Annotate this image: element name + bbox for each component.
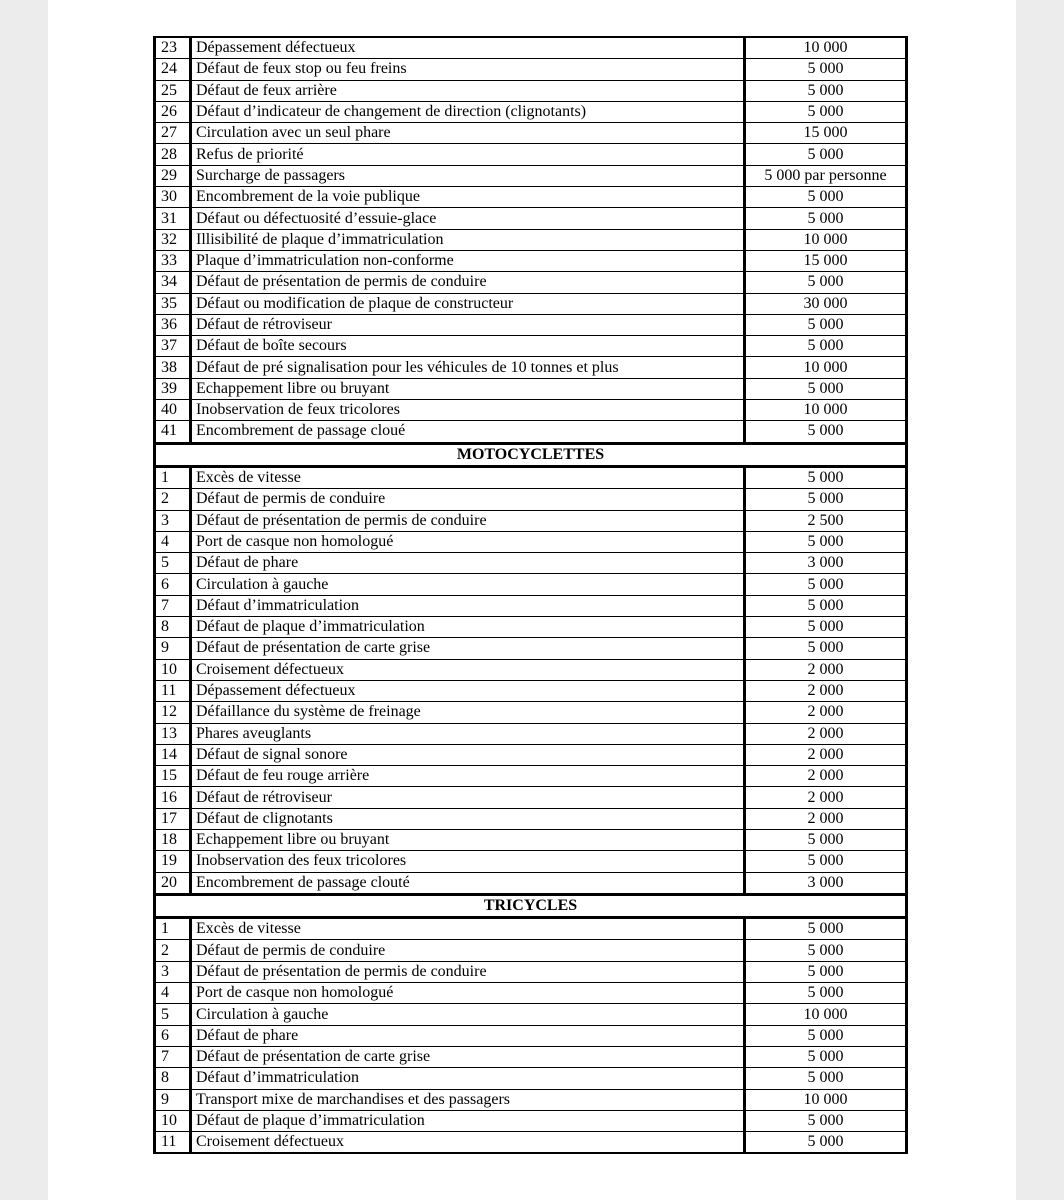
section-header-row (155, 443, 907, 466)
fine-amount: 5 000 (745, 638, 907, 659)
fine-amount: 5 000 (745, 1110, 907, 1131)
table-row (155, 595, 907, 616)
offense-label: Défaut d’immatriculation (191, 1068, 745, 1089)
fine-amount: 5 000 (745, 144, 907, 165)
table-row (155, 829, 907, 850)
table-row (155, 918, 907, 940)
row-number: 18 (155, 829, 191, 850)
row-number: 30 (155, 187, 191, 208)
table-row (155, 766, 907, 787)
offense-label: Défaillance du système de freinage (191, 702, 745, 723)
fine-amount: 2 000 (745, 702, 907, 723)
fine-amount: 2 000 (745, 659, 907, 680)
table-row (155, 940, 907, 961)
fine-amount: 5 000 (745, 59, 907, 80)
row-number: 8 (155, 617, 191, 638)
table-row (155, 1004, 907, 1025)
row-number: 14 (155, 744, 191, 765)
fine-amount: 5 000 (745, 378, 907, 399)
offense-label: Inobservation de feux tricolores (191, 400, 745, 421)
fine-amount: 5 000 (745, 314, 907, 335)
row-number: 6 (155, 574, 191, 595)
row-number: 11 (155, 1132, 191, 1154)
offense-label: Défaut de signal sonore (191, 744, 745, 765)
offense-label: Défaut de rétroviseur (191, 787, 745, 808)
table-row (155, 787, 907, 808)
offense-label: Surcharge de passagers (191, 165, 745, 186)
offense-label: Défaut ou défectuosité d’essuie-glace (191, 208, 745, 229)
offense-label: Défaut de rétroviseur (191, 314, 745, 335)
table-row (155, 702, 907, 723)
table-row (155, 144, 907, 165)
table-row (155, 400, 907, 421)
table-row (155, 531, 907, 552)
fine-amount: 5 000 (745, 336, 907, 357)
row-number: 31 (155, 208, 191, 229)
fine-amount: 5 000 (745, 101, 907, 122)
section-title: TRICYCLES (155, 894, 907, 917)
row-number: 1 (155, 466, 191, 488)
table-row (155, 80, 907, 101)
row-number: 28 (155, 144, 191, 165)
fine-amount: 5 000 (745, 208, 907, 229)
offense-label: Port de casque non homologué (191, 531, 745, 552)
fine-amount: 5 000 (745, 851, 907, 872)
table-row (155, 272, 907, 293)
row-number: 11 (155, 680, 191, 701)
fine-amount: 5 000 par personne (745, 165, 907, 186)
row-number: 33 (155, 250, 191, 271)
row-number: 32 (155, 229, 191, 250)
fine-amount: 30 000 (745, 293, 907, 314)
table-row (155, 293, 907, 314)
fine-amount: 3 000 (745, 872, 907, 894)
offense-label: Port de casque non homologué (191, 983, 745, 1004)
offense-label: Défaut de pré signalisation pour les véhicules de 10 tonnes et plus (191, 357, 745, 378)
row-number: 29 (155, 165, 191, 186)
table-row (155, 851, 907, 872)
row-number: 38 (155, 357, 191, 378)
row-number: 3 (155, 961, 191, 982)
fine-amount: 2 000 (745, 766, 907, 787)
table-row (155, 336, 907, 357)
fine-amount: 10 000 (745, 229, 907, 250)
table-row (155, 59, 907, 80)
fine-amount: 5 000 (745, 272, 907, 293)
row-number: 25 (155, 80, 191, 101)
offense-label: Défaut de présentation de carte grise (191, 638, 745, 659)
fine-amount: 5 000 (745, 829, 907, 850)
offense-label: Circulation avec un seul phare (191, 123, 745, 144)
fine-amount: 10 000 (745, 400, 907, 421)
table-row (155, 1025, 907, 1046)
row-number: 6 (155, 1025, 191, 1046)
fine-amount: 5 000 (745, 617, 907, 638)
table-row (155, 357, 907, 378)
fine-amount: 10 000 (745, 1089, 907, 1110)
offense-label: Défaut de permis de conduire (191, 940, 745, 961)
row-number: 27 (155, 123, 191, 144)
offense-label: Dépassement défectueux (191, 37, 745, 59)
offense-label: Défaut de plaque d’immatriculation (191, 617, 745, 638)
fine-amount: 5 000 (745, 1132, 907, 1154)
table-row (155, 187, 907, 208)
row-number: 35 (155, 293, 191, 314)
row-number: 12 (155, 702, 191, 723)
offense-label: Défaut d’immatriculation (191, 595, 745, 616)
row-number: 7 (155, 595, 191, 616)
document-page (48, 0, 1016, 1200)
table-row (155, 510, 907, 531)
row-number: 13 (155, 723, 191, 744)
table-row (155, 1046, 907, 1067)
row-number: 15 (155, 766, 191, 787)
fine-amount: 10 000 (745, 357, 907, 378)
offense-label: Transport mixe de marchandises et des passagers (191, 1089, 745, 1110)
fine-amount: 15 000 (745, 123, 907, 144)
table-row (155, 1089, 907, 1110)
table-row (155, 723, 907, 744)
row-number: 7 (155, 1046, 191, 1067)
table-row (155, 744, 907, 765)
offense-label: Croisement défectueux (191, 659, 745, 680)
table-row (155, 123, 907, 144)
row-number: 37 (155, 336, 191, 357)
offense-label: Circulation à gauche (191, 574, 745, 595)
row-number: 4 (155, 983, 191, 1004)
offense-label: Défaut de permis de conduire (191, 489, 745, 510)
table-row (155, 1132, 907, 1154)
row-number: 3 (155, 510, 191, 531)
offense-label: Défaut de présentation de permis de conduire (191, 272, 745, 293)
row-number: 2 (155, 940, 191, 961)
fine-amount: 2 000 (745, 787, 907, 808)
offense-label: Refus de priorité (191, 144, 745, 165)
table-row (155, 638, 907, 659)
fine-amount: 15 000 (745, 250, 907, 271)
offense-label: Excès de vitesse (191, 466, 745, 488)
offense-label: Défaut de boîte secours (191, 336, 745, 357)
offense-label: Dépassement défectueux (191, 680, 745, 701)
offense-label: Défaut de présentation de carte grise (191, 1046, 745, 1067)
table-row (155, 553, 907, 574)
table-row (155, 37, 907, 59)
row-number: 26 (155, 101, 191, 122)
table-row (155, 314, 907, 335)
table-row (155, 165, 907, 186)
offense-label: Encombrement de passage cloué (191, 421, 745, 443)
fine-amount: 5 000 (745, 574, 907, 595)
row-number: 8 (155, 1068, 191, 1089)
offense-label: Illisibilité de plaque d’immatriculation (191, 229, 745, 250)
table-row (155, 466, 907, 488)
table-row (155, 208, 907, 229)
row-number: 40 (155, 400, 191, 421)
row-number: 36 (155, 314, 191, 335)
fines-table-body (155, 37, 907, 1153)
offense-label: Défaut de phare (191, 1025, 745, 1046)
table-row (155, 680, 907, 701)
row-number: 39 (155, 378, 191, 399)
offense-label: Défaut de phare (191, 553, 745, 574)
row-number: 5 (155, 553, 191, 574)
row-number: 1 (155, 918, 191, 940)
fine-amount: 2 000 (745, 680, 907, 701)
row-number: 16 (155, 787, 191, 808)
fine-amount: 5 000 (745, 983, 907, 1004)
offense-label: Défaut de feux arrière (191, 80, 745, 101)
fine-amount: 5 000 (745, 80, 907, 101)
offense-label: Défaut de présentation de permis de conduire (191, 961, 745, 982)
offense-label: Croisement défectueux (191, 1132, 745, 1154)
row-number: 41 (155, 421, 191, 443)
table-row (155, 961, 907, 982)
table-row (155, 574, 907, 595)
table-row (155, 1110, 907, 1131)
table-row (155, 101, 907, 122)
table-row (155, 1068, 907, 1089)
fine-amount: 3 000 (745, 553, 907, 574)
fine-amount: 5 000 (745, 187, 907, 208)
row-number: 5 (155, 1004, 191, 1025)
offense-label: Echappement libre ou bruyant (191, 829, 745, 850)
table-row (155, 808, 907, 829)
fine-amount: 2 000 (745, 808, 907, 829)
row-number: 9 (155, 1089, 191, 1110)
fine-amount: 5 000 (745, 940, 907, 961)
table-row (155, 421, 907, 443)
fine-amount: 2 000 (745, 744, 907, 765)
offense-label: Phares aveuglants (191, 723, 745, 744)
row-number: 23 (155, 37, 191, 59)
row-number: 24 (155, 59, 191, 80)
row-number: 19 (155, 851, 191, 872)
fine-amount: 5 000 (745, 421, 907, 443)
offense-label: Encombrement de passage clouté (191, 872, 745, 894)
table-row (155, 872, 907, 894)
offense-label: Echappement libre ou bruyant (191, 378, 745, 399)
section-header-row (155, 894, 907, 917)
row-number: 2 (155, 489, 191, 510)
fine-amount: 2 500 (745, 510, 907, 531)
row-number: 10 (155, 1110, 191, 1131)
offense-label: Défaut de présentation de permis de conduire (191, 510, 745, 531)
row-number: 34 (155, 272, 191, 293)
offense-label: Défaut de feux stop ou feu freins (191, 59, 745, 80)
offense-label: Défaut ou modification de plaque de constructeur (191, 293, 745, 314)
row-number: 10 (155, 659, 191, 680)
table-row (155, 659, 907, 680)
section-title: MOTOCYCLETTES (155, 443, 907, 466)
offense-label: Excès de vitesse (191, 918, 745, 940)
fine-amount: 10 000 (745, 37, 907, 59)
fine-amount: 5 000 (745, 531, 907, 552)
table-row (155, 617, 907, 638)
fine-amount: 5 000 (745, 595, 907, 616)
fines-table (153, 36, 908, 1154)
table-row (155, 489, 907, 510)
fine-amount: 5 000 (745, 489, 907, 510)
offense-label: Défaut de clignotants (191, 808, 745, 829)
row-number: 20 (155, 872, 191, 894)
offense-label: Plaque d’immatriculation non-conforme (191, 250, 745, 271)
offense-label: Encombrement de la voie publique (191, 187, 745, 208)
offense-label: Défaut de feu rouge arrière (191, 766, 745, 787)
row-number: 17 (155, 808, 191, 829)
fine-amount: 2 000 (745, 723, 907, 744)
fine-amount: 5 000 (745, 1025, 907, 1046)
fine-amount: 5 000 (745, 466, 907, 488)
fine-amount: 10 000 (745, 1004, 907, 1025)
row-number: 4 (155, 531, 191, 552)
fine-amount: 5 000 (745, 918, 907, 940)
row-number: 9 (155, 638, 191, 659)
fine-amount: 5 000 (745, 1068, 907, 1089)
table-row (155, 250, 907, 271)
offense-label: Défaut de plaque d’immatriculation (191, 1110, 745, 1131)
table-row (155, 378, 907, 399)
offense-label: Circulation à gauche (191, 1004, 745, 1025)
fine-amount: 5 000 (745, 1046, 907, 1067)
table-row (155, 983, 907, 1004)
offense-label: Défaut d’indicateur de changement de direction (clignotants) (191, 101, 745, 122)
offense-label: Inobservation des feux tricolores (191, 851, 745, 872)
fine-amount: 5 000 (745, 961, 907, 982)
table-row (155, 229, 907, 250)
